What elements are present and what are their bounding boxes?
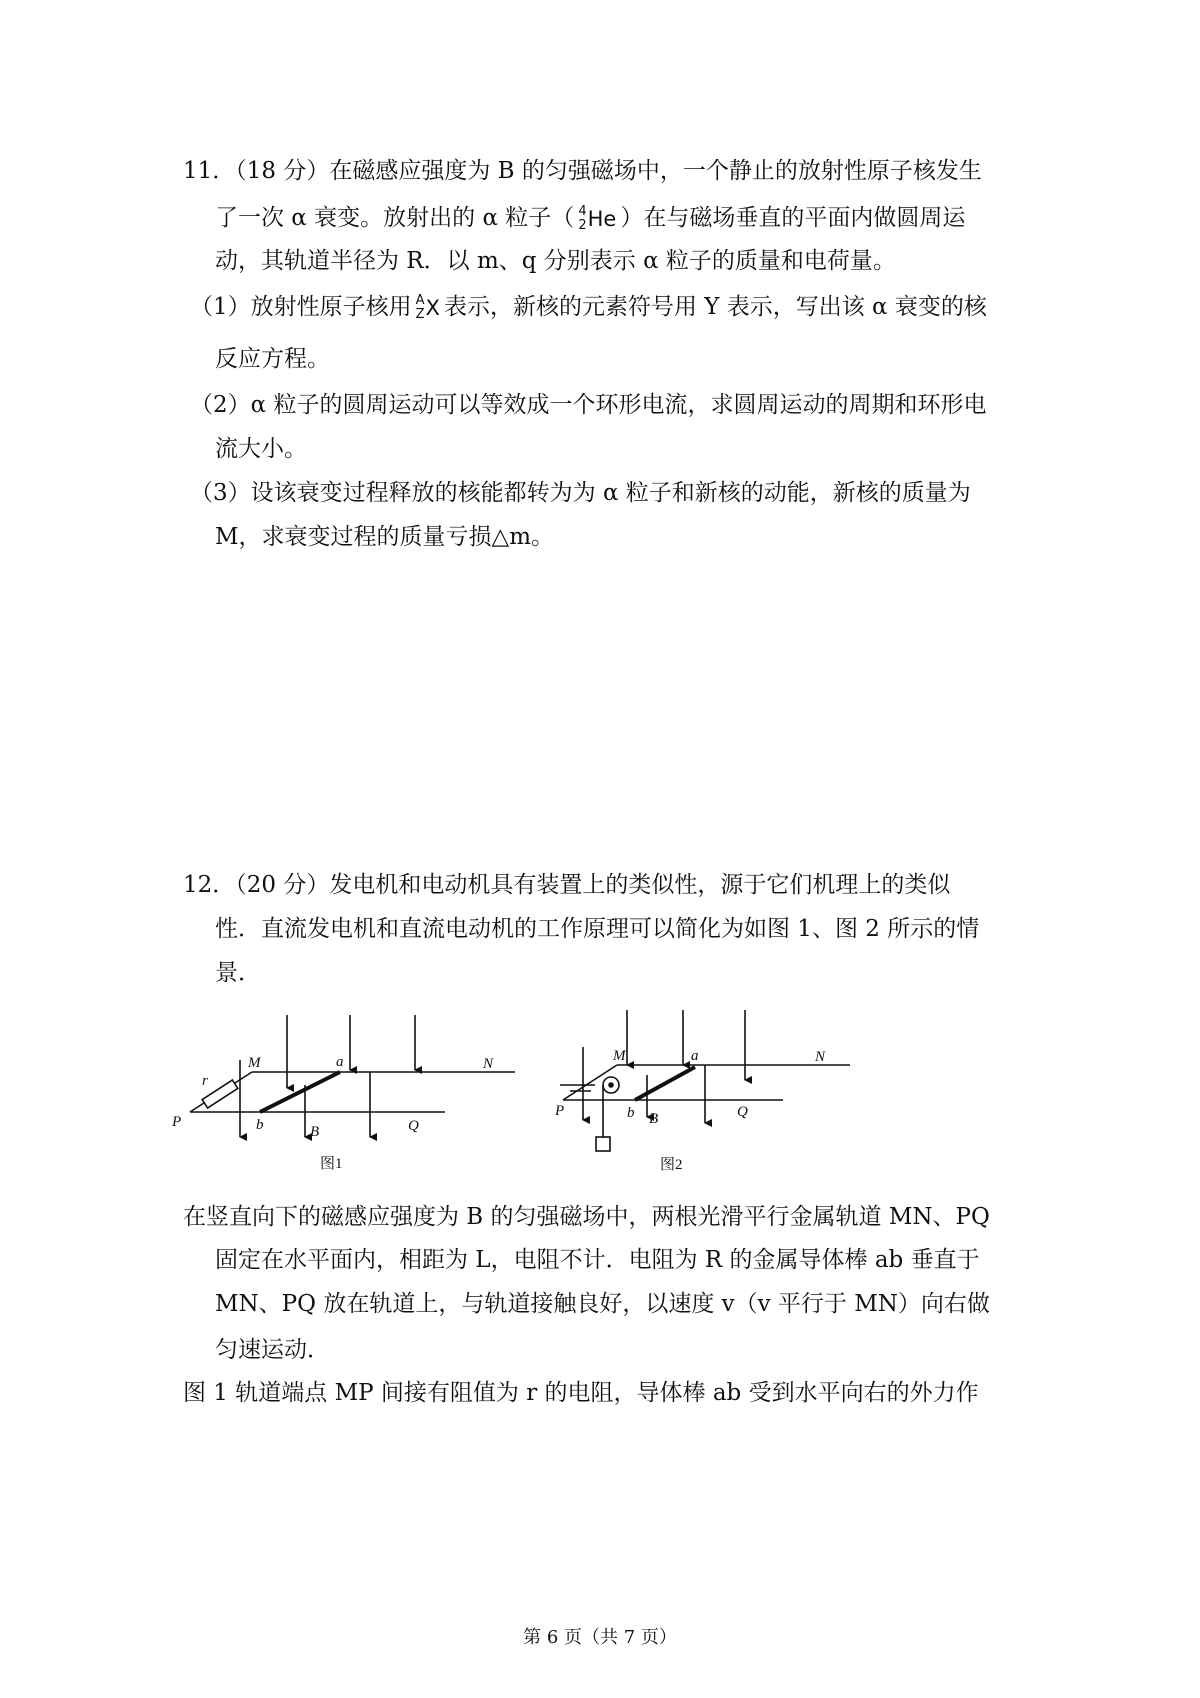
q11-line-2-text-a: 了一次 α 衰变。放射出的 α 粒子（ bbox=[215, 205, 575, 231]
label-b-field: B bbox=[649, 1111, 659, 1127]
label-a: a bbox=[336, 1054, 344, 1070]
figure-2-caption: 图2 bbox=[660, 1157, 683, 1173]
helium-charge-number: 2 bbox=[578, 218, 587, 233]
rod-ab bbox=[635, 1067, 695, 1100]
q11-line-1: 11．（18 分）在磁感应强度为 B 的匀强磁场中，一个静止的放射性原子核发生 bbox=[183, 158, 982, 184]
label-b: b bbox=[256, 1117, 264, 1133]
label-n: N bbox=[815, 1049, 826, 1065]
q11-part-3-line-2: M，求衰变过程的质量亏损△m。 bbox=[215, 524, 555, 550]
page-footer: 第 6 页（共 7 页） bbox=[523, 1627, 677, 1648]
q12-body-line-3: MN、PQ 放在轨道上，与轨道接触良好，以速度 v（v 平行于 MN）向右做 bbox=[215, 1291, 990, 1317]
label-q: Q bbox=[408, 1118, 419, 1134]
q11-part-3-line-1: （3）设该衰变过程释放的核能都转为为 α 粒子和新核的动能，新核的质量为 bbox=[190, 480, 971, 506]
label-r: r bbox=[202, 1073, 208, 1089]
rod-ab bbox=[260, 1072, 340, 1112]
q12-body-line-2: 固定在水平面内，相距为 L，电阻不计．电阻为 R 的金属导体棒 ab 垂直于 bbox=[215, 1247, 980, 1273]
hanging-weight bbox=[596, 1137, 610, 1151]
label-n: N bbox=[483, 1056, 494, 1072]
q11-part-1-line-1 bbox=[190, 292, 987, 323]
parent-symbol: X bbox=[425, 296, 440, 320]
label-a: a bbox=[691, 1048, 699, 1064]
label-b: b bbox=[627, 1105, 635, 1121]
q11-part-1-text-b: 表示，新核的元素符号用 Y 表示，写出该 α 衰变的核 bbox=[443, 294, 987, 320]
label-q: Q bbox=[737, 1104, 748, 1120]
q12-line-3: 景． bbox=[215, 960, 261, 986]
q12-body-line-4: 匀速运动． bbox=[215, 1337, 330, 1363]
q11-part-2-line-2: 流大小。 bbox=[215, 436, 307, 462]
label-b-field: B bbox=[310, 1124, 320, 1140]
label-p: P bbox=[555, 1103, 565, 1119]
q11-part-1-text-a: （1）放射性原子核用 bbox=[190, 294, 412, 320]
parent-mass-number: A bbox=[415, 293, 425, 308]
q12-line-1: 12．（20 分）发电机和电动机具有装置上的类似性，源于它们机理上的类似 bbox=[183, 872, 951, 898]
figure-2-diagram bbox=[555, 1005, 910, 1180]
parent-charge-number: Z bbox=[415, 307, 425, 322]
figure-1-diagram bbox=[172, 1005, 550, 1180]
q11-line-2 bbox=[215, 203, 965, 234]
helium-mass-number: 4 bbox=[578, 204, 587, 219]
q11-part-2-line-1: （2）α 粒子的圆周运动可以等效成一个环形电流，求圆周运动的周期和环形电 bbox=[190, 392, 987, 418]
figure-1-caption: 图1 bbox=[320, 1156, 343, 1172]
label-m: M bbox=[248, 1055, 261, 1071]
rail-mp-link bbox=[563, 1065, 617, 1100]
label-p: P bbox=[172, 1114, 182, 1130]
parent-nuclide bbox=[416, 293, 440, 323]
label-m: M bbox=[613, 1048, 626, 1064]
q12-body-line-5: 图 1 轨道端点 MP 间接有阻值为 r 的电阻，导体棒 ab 受到水平向右的外力作 bbox=[183, 1380, 979, 1406]
q12-line-2: 性．直流发电机和直流电动机的工作原理可以简化为如图 1、图 2 所示的情 bbox=[215, 916, 980, 942]
q12-body-line-1: 在竖直向下的磁感应强度为 B 的匀强磁场中，两根光滑平行金属轨道 MN、PQ bbox=[183, 1204, 990, 1230]
q11-line-3: 动，其轨道半径为 R．以 m、q 分别表示 α 粒子的质量和电荷量。 bbox=[215, 248, 896, 274]
q11-line-2-text-b: ）在与磁场垂直的平面内做圆周运 bbox=[620, 205, 966, 231]
helium-symbol: He bbox=[587, 207, 617, 231]
q11-part-1-line-2: 反应方程。 bbox=[215, 346, 330, 372]
helium-nuclide bbox=[578, 204, 616, 234]
